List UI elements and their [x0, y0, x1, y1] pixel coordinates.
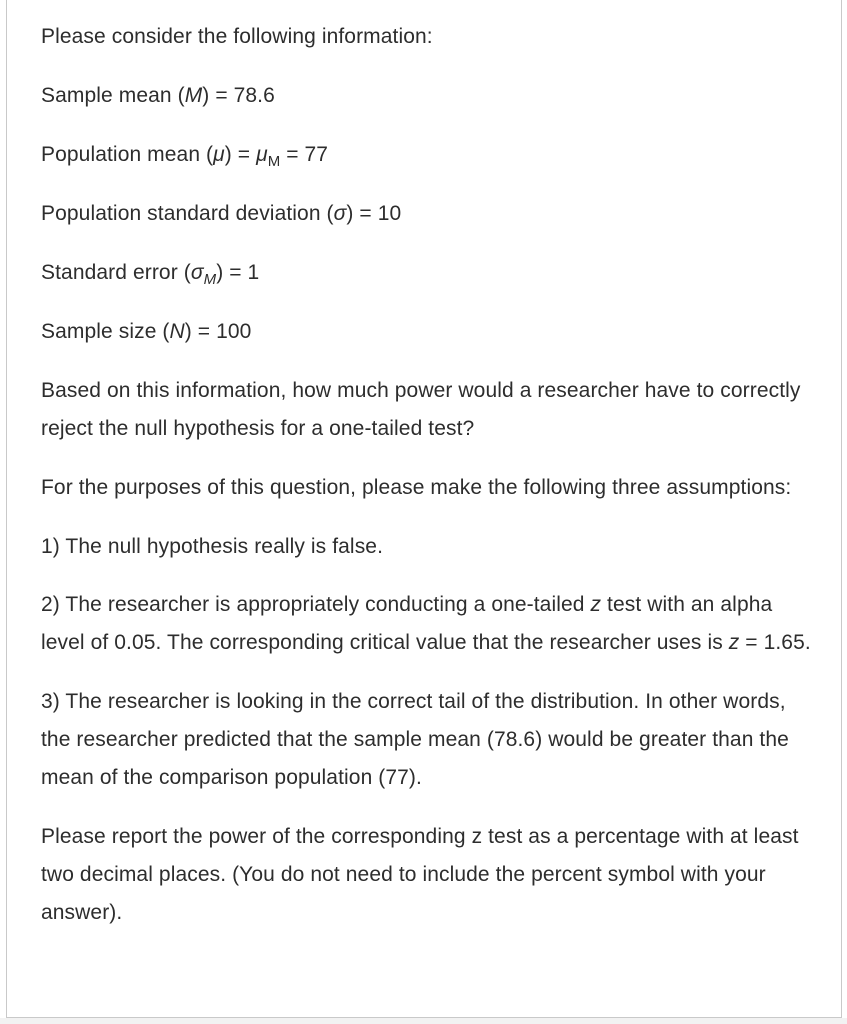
population-sd-symbol: σ	[333, 202, 347, 225]
sample-mean-line	[41, 77, 821, 114]
standard-error-label: Standard error (	[41, 261, 191, 284]
question-content	[41, 18, 821, 932]
assumptions-intro: For the purposes of this question, please make the following three assumptions:	[41, 476, 792, 499]
population-mean-line	[41, 136, 821, 173]
population-mean-subscript: M	[267, 153, 281, 170]
assumption-2-z-symbol: z	[590, 593, 602, 616]
population-mean-symbol-m: μ	[256, 143, 268, 166]
assumption-2-part3: = 1.65.	[739, 631, 811, 654]
population-mean-symbol: μ	[213, 143, 225, 166]
intro-text: Please consider the following information:	[41, 25, 433, 48]
sample-size-value: = 100	[191, 320, 252, 343]
assumption-3: 3) The researcher is looking in the correct tail of the distribution. In other words, the researcher predicted that the sample mean (78.6) would be greater than the mean of the comparison population (77).	[41, 690, 789, 789]
sample-mean-value: = 78.6	[209, 84, 275, 107]
sample-mean-label: Sample mean (	[41, 84, 185, 107]
population-sd-label: Population standard deviation (	[41, 202, 334, 225]
assumption-2	[41, 586, 821, 662]
sample-mean-close: )	[202, 84, 210, 107]
population-mean-value: = 77	[280, 143, 329, 166]
standard-error-symbol: σ	[190, 261, 204, 284]
panel-bottom-edge	[0, 1018, 847, 1024]
assumption-2-part2: test with an alpha level of 0.05. The corresponding critical value that the researcher uses is	[41, 593, 773, 654]
question-text: Based on this information, how much power would a researcher have to correctly reject the null hypothesis for a one-tailed test?	[41, 379, 801, 440]
population-mean-label: Population mean (	[41, 143, 214, 166]
answer-instruction: Please report the power of the corresponding z test as a percentage with at least two decimal places. (You do not need to include the percent symbol with your answer).	[41, 825, 799, 924]
sample-mean-symbol: M	[184, 84, 203, 107]
sample-size-label: Sample size (	[41, 320, 170, 343]
assumption-2-z-critical: z	[728, 631, 740, 654]
population-mean-mid: ) =	[224, 143, 257, 166]
population-sd-close: )	[346, 202, 354, 225]
standard-error-line	[41, 254, 821, 291]
standard-error-close: )	[216, 261, 224, 284]
standard-error-subscript: M	[203, 271, 217, 288]
population-sd-value: = 10	[353, 202, 402, 225]
assumption-2-part1: 2) The researcher is appropriately conducting a one-tailed	[41, 593, 591, 616]
assumption-1: 1) The null hypothesis really is false.	[41, 535, 384, 558]
sample-size-close: )	[184, 320, 192, 343]
population-sd-line	[41, 195, 821, 232]
sample-size-line	[41, 313, 821, 350]
standard-error-value: = 1	[223, 261, 260, 284]
sample-size-symbol: N	[169, 320, 185, 343]
